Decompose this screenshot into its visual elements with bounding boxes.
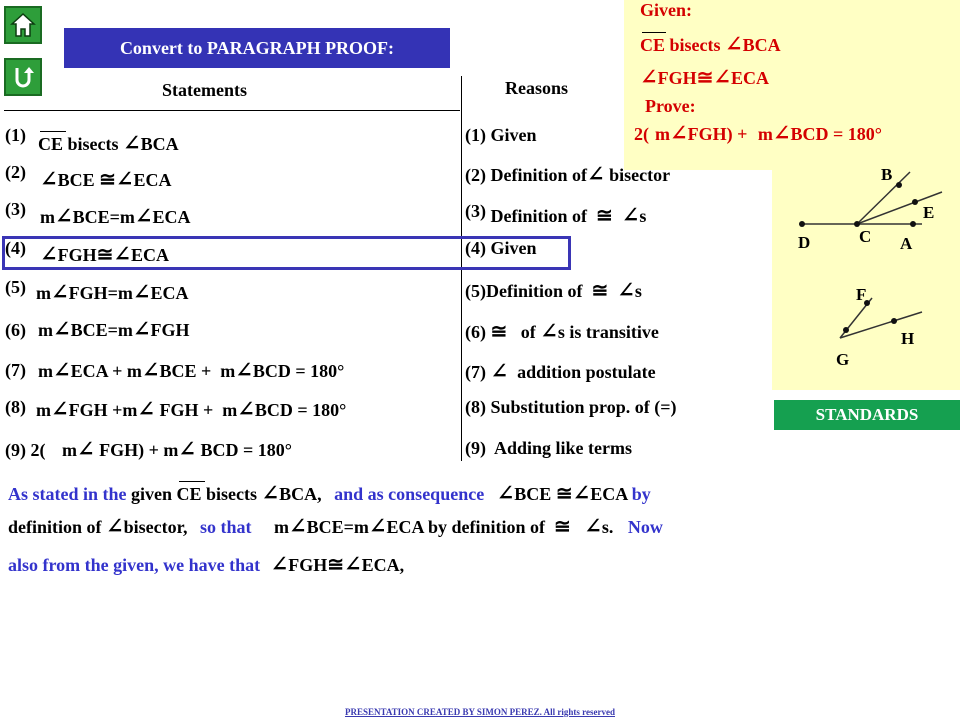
- page-title: Convert to PARAGRAPH PROOF:: [64, 28, 450, 68]
- angle-icon: ∠: [584, 514, 602, 538]
- angle-icon: ∠: [261, 481, 280, 505]
- row-4-number: (4): [5, 238, 26, 258]
- given-2: ∠FGH≅∠ECA: [640, 65, 769, 89]
- footer-credit[interactable]: PRESENTATION CREATED BY SIMON PEREZ. All rights reserved: [344, 707, 616, 717]
- angle-icon: ∠: [178, 437, 196, 461]
- point-label-f: F: [856, 285, 867, 304]
- row-9-reason: (9) Adding like terms: [465, 438, 633, 458]
- angle-icon: ∠: [713, 65, 731, 89]
- point-label-e: E: [923, 203, 935, 222]
- row-8-number: (8): [5, 397, 26, 417]
- angle-icon: ∠: [53, 358, 71, 382]
- row-1-statement: CE bisects ∠BCA: [38, 131, 179, 155]
- angle-icon: ∠: [40, 167, 58, 191]
- congruent-icon: ≅: [596, 205, 613, 227]
- given-label: Given:: [640, 0, 692, 20]
- congruent-icon: ≅: [96, 244, 114, 266]
- congruent-icon: ≅: [99, 169, 116, 191]
- row-2-number: (2): [5, 162, 26, 182]
- congruent-icon: ≅: [327, 554, 345, 576]
- point-label-g: G: [836, 350, 850, 369]
- angle-icon: ∠: [235, 358, 253, 382]
- angle-icon: ∠: [115, 167, 134, 191]
- angle-icon: ∠: [137, 397, 155, 421]
- angle-icon: ∠: [572, 481, 591, 505]
- row-3-statement: m∠BCE=m∠ECA: [40, 204, 191, 228]
- point-label-h: H: [901, 329, 915, 348]
- row-1-number: (1): [5, 125, 26, 145]
- angle-icon: ∠: [288, 514, 307, 538]
- angle-icon: ∠: [496, 481, 515, 505]
- row-7-reason: (7) ∠ addition postulate: [465, 359, 656, 383]
- angle-icon: ∠: [51, 397, 69, 421]
- angle-icon: ∠: [77, 437, 95, 461]
- row-5-statement: m∠FGH=m∠ECA: [36, 280, 189, 304]
- row-2-statement: ∠BCE ≅∠ECA: [40, 167, 172, 191]
- given-1: CE bisects ∠BCA: [640, 32, 781, 56]
- row-6-statement: m∠BCE=m∠FGH: [38, 317, 190, 341]
- angle-icon: ∠: [270, 552, 289, 576]
- row-8-statement: m∠FGH +m∠ FGH + m∠BCD = 180°: [36, 397, 347, 421]
- angle-icon: ∠: [344, 552, 362, 576]
- prove-statement: 2( m∠FGH) + m∠BCD = 180°: [634, 121, 882, 145]
- point-label-c: C: [859, 227, 872, 246]
- congruent-icon: ≅: [696, 67, 714, 89]
- angle-icon: ∠: [141, 358, 160, 382]
- row-5-number: (5): [5, 277, 26, 297]
- angle-figure: [772, 160, 960, 390]
- angle-icon: ∠: [621, 203, 640, 227]
- angle-icon: ∠: [134, 204, 153, 228]
- home-icon: [9, 11, 37, 39]
- row-4-statement: ∠FGH≅∠ECA: [40, 242, 169, 266]
- return-icon: [9, 63, 37, 91]
- angle-icon: ∠: [540, 319, 558, 343]
- home-button[interactable]: [4, 6, 42, 44]
- angle-icon: ∠: [132, 317, 151, 341]
- prove-label: Prove:: [645, 96, 696, 116]
- angle-icon: ∠: [40, 242, 58, 266]
- angle-icon: ∠: [772, 121, 791, 145]
- row-9-number: (9) 2(: [5, 440, 46, 460]
- paragraph-line-1: As stated in the given CE bisects ∠BCA, and as consequence ∠BCE ≅∠ECA by: [8, 481, 651, 505]
- row-1-reason: (1) Given: [465, 125, 537, 145]
- row-3-reason: (3) Definition of ≅ ∠s: [465, 201, 647, 227]
- row-7-number: (7): [5, 360, 26, 380]
- angle-icon: ∠: [640, 65, 658, 89]
- standards-button[interactable]: STANDARDS: [774, 400, 960, 430]
- congruent-icon: ≅: [490, 321, 508, 343]
- angle-icon: ∠: [617, 278, 635, 302]
- row-3-number: (3): [5, 199, 26, 219]
- row-9-statement: m∠ FGH) + m∠ BCD = 180°: [62, 437, 292, 461]
- angle-icon: ∠: [55, 204, 73, 228]
- point-label-d: D: [798, 233, 811, 252]
- angle-icon: ∠: [587, 162, 605, 186]
- angle-icon: ∠: [123, 131, 141, 155]
- row-8-reason: (8) Substitution prop. of (=): [465, 397, 677, 417]
- angle-icon: ∠: [670, 121, 688, 145]
- angle-icon: ∠: [113, 242, 131, 266]
- angle-icon: ∠: [237, 397, 255, 421]
- row-5-reason: (5)Definition of ≅ ∠s: [465, 278, 642, 302]
- congruent-icon: ≅: [555, 483, 573, 505]
- paragraph-line-3: also from the given, we have that ∠FGH≅∠ECA,: [8, 552, 405, 576]
- congruent-icon: ≅: [554, 516, 571, 538]
- angle-icon: ∠: [132, 280, 151, 304]
- point-label-b: B: [881, 165, 893, 184]
- row-6-reason: (6) ≅ of ∠s is transitive: [465, 319, 659, 343]
- row-7-statement: m∠ECA + m∠BCE + m∠BCD = 180°: [38, 358, 345, 382]
- reasons-header: Reasons: [505, 78, 569, 98]
- row-4-reason: (4) Given: [465, 238, 537, 258]
- statements-header: Statements: [162, 80, 247, 100]
- angle-icon: ∠: [490, 359, 509, 383]
- header-divider: [4, 110, 460, 111]
- row-2-reason: (2) Definition of∠ bisector: [465, 162, 671, 186]
- angle-icon: ∠: [725, 32, 743, 56]
- point-label-a: A: [900, 234, 913, 253]
- congruent-icon: ≅: [591, 280, 609, 302]
- return-button[interactable]: [4, 58, 42, 96]
- angle-icon: ∠: [368, 514, 387, 538]
- angle-icon: ∠: [51, 280, 69, 304]
- row-6-number: (6): [5, 320, 26, 340]
- angle-icon: ∠: [53, 317, 71, 341]
- angle-icon: ∠: [106, 514, 124, 538]
- paragraph-line-2: definition of ∠bisector, so that m∠BCE=m∠ECA by definition of ≅ ∠s. Now: [8, 514, 663, 538]
